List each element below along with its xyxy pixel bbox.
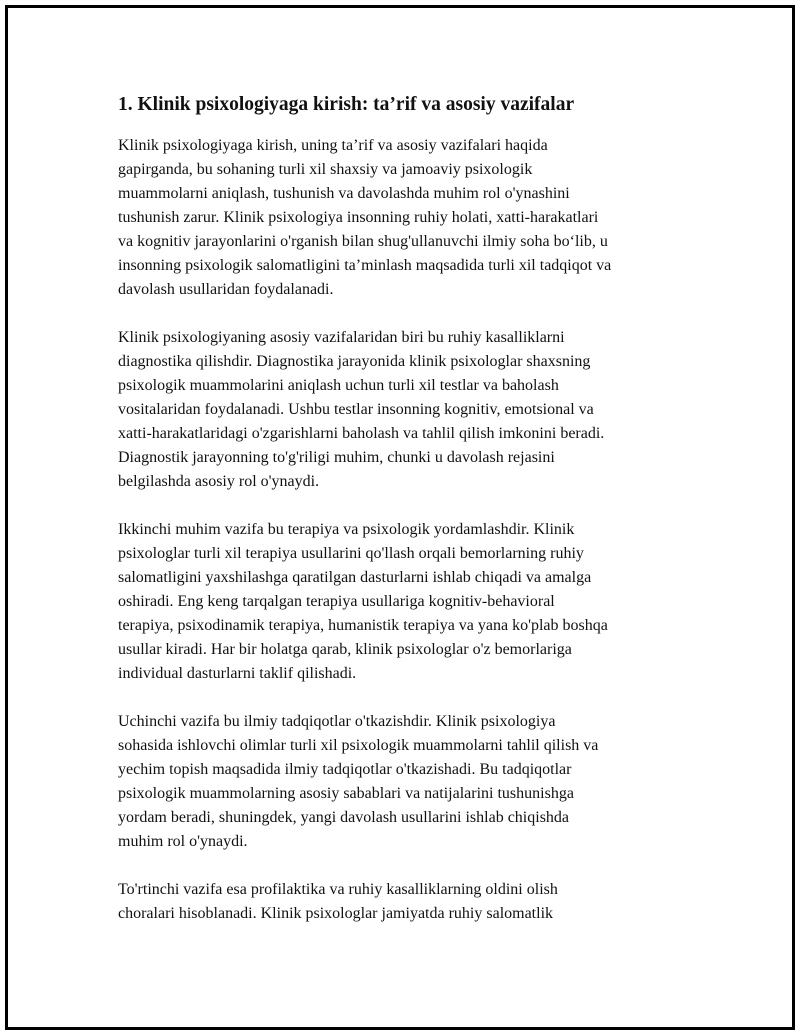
- text-line: individual dasturlarni taklif qilishadi.: [118, 665, 357, 682]
- text-line: yechim topish maqsadida ilmiy tadqiqotlar o'tkazishadi. Bu tadqiqotlar: [118, 761, 572, 778]
- text-line: terapiya, psixodinamik terapiya, humanistik terapiya va yana ko'plab boshqa: [118, 617, 608, 634]
- text-line: gapirganda, bu sohaning turli xil shaxsiy va jamoaviy psixologik: [118, 161, 533, 178]
- text-line: Diagnostik jarayonning to'g'riligi muhim, chunki u davolash rejasini: [118, 449, 555, 466]
- paragraph-introduction: [118, 134, 698, 302]
- text-line: diagnostika qilishdir. Diagnostika jarayonida klinik psixologlar shaxsning: [118, 353, 591, 370]
- text-line: salomatligini yaxshilashga qaratilgan dasturlarni ishlab chiqadi va amalga: [118, 569, 592, 586]
- text-line: psixologlar turli xil terapiya usullarini qo'llash orqali bemorlarning ruhiy: [118, 545, 584, 562]
- document-body: [118, 92, 698, 950]
- section-heading: 1. Klinik psixologiyaga kirish: ta’rif va asosiy vazifalar: [118, 94, 575, 115]
- text-line: oshiradi. Eng keng tarqalgan terapiya usullariga kognitiv-behavioral: [118, 593, 555, 610]
- text-line: Ikkinchi muhim vazifa bu terapiya va psixologik yordamlashdir. Klinik: [118, 521, 575, 538]
- text-line: psixologik muammolarini aniqlash uchun turli xil testlar va baholash: [118, 377, 559, 394]
- text-line: To'rtinchi vazifa esa profilaktika va ruhiy kasalliklarning oldini olish: [118, 881, 558, 898]
- paragraph-research: [118, 710, 698, 854]
- text-line: Klinik psixologiyaga kirish, uning ta’rif va asosiy vazifalari haqida: [118, 137, 548, 154]
- text-line: belgilashda asosiy rol o'ynaydi.: [118, 473, 320, 490]
- text-line: xatti-harakatlaridagi o'zgarishlarni baholash va tahlil qilish imkonini beradi.: [118, 425, 605, 442]
- text-line: davolash usullaridan foydalanadi.: [118, 281, 334, 298]
- text-line: va kognitiv jarayonlarini o'rganish bilan shug'ullanuvchi ilmiy soha bo‘lib, u: [118, 233, 608, 250]
- text-line: muammolarni aniqlash, tushunish va davolashda muhim rol o'ynashini: [118, 185, 570, 202]
- text-line: psixologik muammolarning asosiy sabablari va natijalarini tushunishga: [118, 785, 574, 802]
- text-line: muhim rol o'ynaydi.: [118, 833, 248, 850]
- text-line: tushunish zarur. Klinik psixologiya insonning ruhiy holati, xatti-harakatlari: [118, 209, 599, 226]
- text-line: sohasida ishlovchi olimlar turli xil psixologik muammolarni tahlil qilish va: [118, 737, 599, 754]
- text-line: usullar kiradi. Har bir holatga qarab, klinik psixologlar o'z bemorlariga: [118, 641, 572, 658]
- text-line: Klinik psixologiyaning asosiy vazifalaridan biri bu ruhiy kasalliklarni: [118, 329, 565, 346]
- paragraph-diagnostics: [118, 326, 698, 494]
- paragraph-therapy: [118, 518, 698, 686]
- text-line: yordam beradi, shuningdek, yangi davolash usullarini ishlab chiqishda: [118, 809, 570, 826]
- text-line: insonning psixologik salomatligini ta’minlash maqsadida turli xil tadqiqot va: [118, 257, 612, 274]
- text-line: Uchinchi vazifa bu ilmiy tadqiqotlar o'tkazishdir. Klinik psixologiya: [118, 713, 556, 730]
- paragraph-prevention: [118, 878, 698, 926]
- text-line: vositalaridan foydalanadi. Ushbu testlar insonning kognitiv, emotsional va: [118, 401, 594, 418]
- text-line: choralari hisoblanadi. Klinik psixologlar jamiyatda ruhiy salomatlik: [118, 905, 554, 922]
